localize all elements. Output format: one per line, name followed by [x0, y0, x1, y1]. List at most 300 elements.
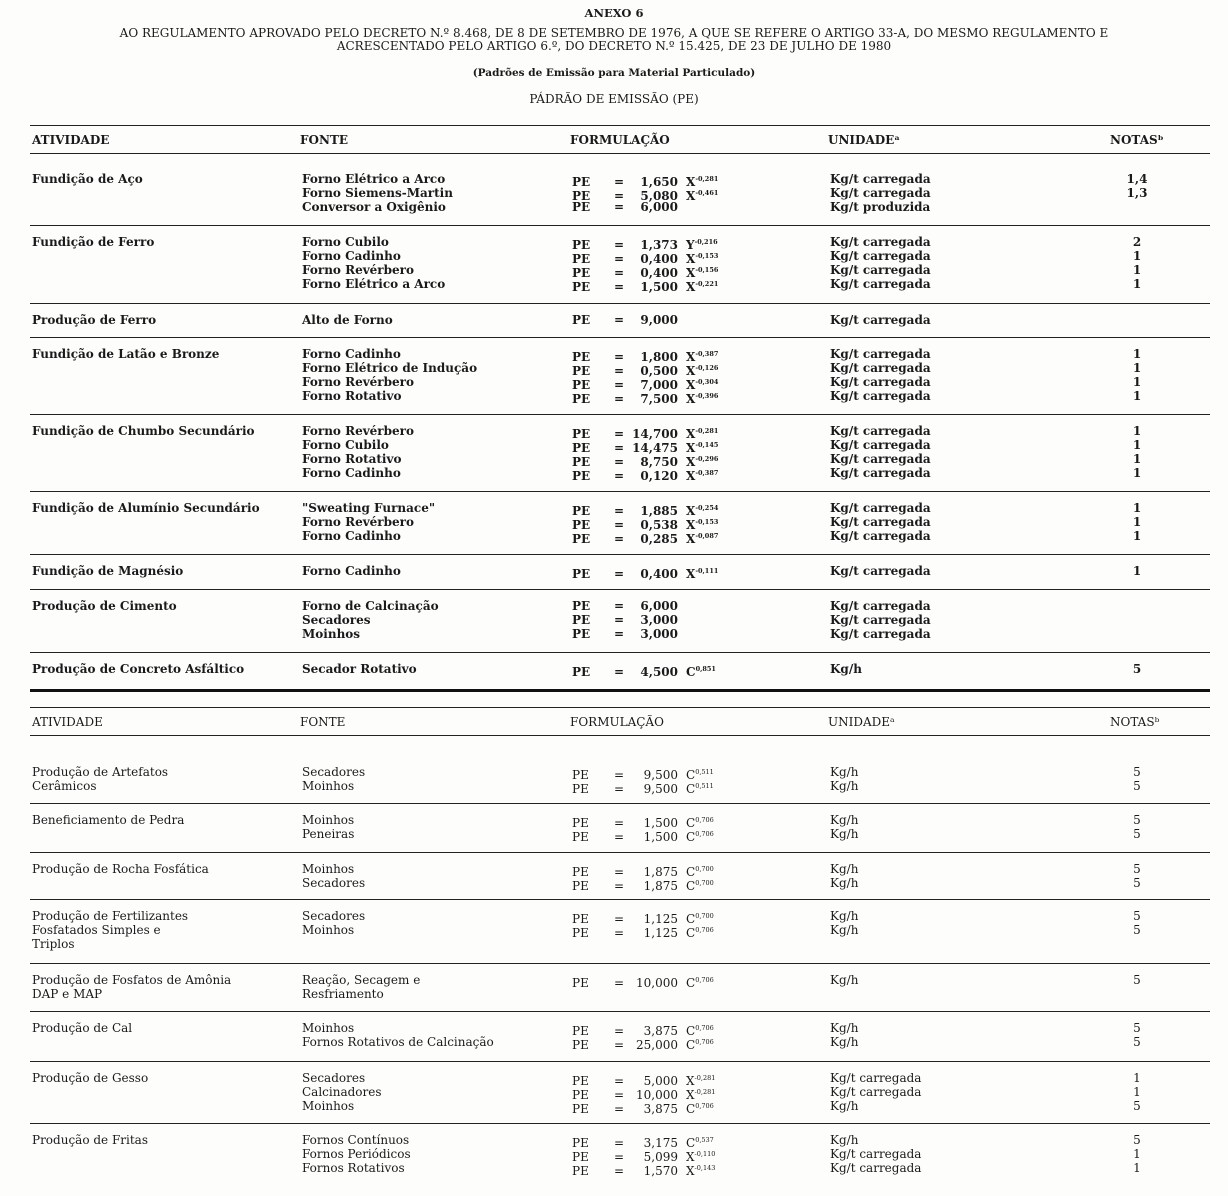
unit-column [830, 1021, 858, 1049]
activity-line: Produção de Rocha Fosfática [32, 862, 209, 876]
variable: C [686, 879, 696, 893]
column-header-notas: NOTASᵇ [1110, 715, 1160, 729]
notes-cell: 1 [1132, 263, 1142, 277]
variable: C [686, 1038, 696, 1052]
unit-column [830, 862, 858, 890]
exponent: 0,706 [695, 976, 714, 984]
pe-value: 8,750 [640, 455, 678, 469]
unit-column [830, 599, 931, 641]
exponent: 0,706 [695, 1038, 714, 1046]
equals-sign: = [613, 518, 625, 532]
exponent: -0,111 [695, 567, 719, 575]
exponent: -0,126 [695, 364, 719, 372]
equals-sign: = [613, 1088, 625, 1102]
notes-cell [1122, 627, 1152, 641]
exponent: 0,700 [695, 865, 714, 873]
pe-label: PE [572, 200, 591, 214]
source-cell: Forno Revérbero [302, 263, 414, 277]
activity-label [32, 909, 188, 951]
variable: X [686, 1074, 695, 1088]
exponent: 0,706 [695, 926, 714, 934]
activity-label [32, 1071, 148, 1085]
pe-value: 1,500 [643, 816, 678, 830]
formula-cell [572, 375, 719, 392]
exponent: 0,537 [695, 1136, 714, 1144]
unit-cell: Kg/h [830, 909, 859, 923]
formula-cell [572, 765, 714, 782]
unit-column [830, 662, 862, 676]
equals-sign: = [613, 175, 625, 189]
variable: C [686, 782, 696, 796]
formula-cell [572, 466, 719, 483]
formula-cell [572, 424, 719, 441]
unit-cell: Kg/h [830, 779, 859, 793]
group-divider [30, 554, 1210, 555]
equals-sign: = [613, 313, 625, 327]
group-divider [30, 1011, 1210, 1012]
formula-cell [572, 876, 714, 893]
notes-cell: 5 [1133, 1133, 1141, 1147]
exponent: 0,706 [695, 830, 714, 838]
equals-sign: = [613, 252, 625, 266]
unit-cell: Kg/t carregada [830, 438, 931, 452]
pe-label: PE [572, 532, 591, 546]
notes-cell: 1 [1132, 347, 1142, 361]
activity-line: DAP e MAP [32, 987, 103, 1001]
formula-cell [572, 515, 719, 532]
column-header-formulacao: FORMULAÇÃO [570, 715, 664, 729]
pe-value: 7,000 [640, 378, 678, 392]
exponent: -0,153 [695, 518, 719, 526]
pe-value: 3,875 [643, 1102, 678, 1116]
formula-column [572, 313, 686, 327]
unit-cell: Kg/h [830, 923, 859, 937]
pe-label: PE [572, 392, 591, 406]
formula-cell [572, 313, 686, 327]
exponent: -0,087 [695, 532, 719, 540]
activity-line: Produção de Gesso [32, 1071, 149, 1085]
pe-label: PE [572, 350, 591, 364]
activity-line: Fundição de Ferro [32, 235, 155, 249]
formula-column [572, 424, 719, 483]
pe-label: PE [572, 189, 591, 203]
pe-value: 4,500 [640, 665, 678, 679]
group-divider [30, 852, 1210, 853]
exponent: -0,216 [694, 238, 718, 246]
source-column [302, 347, 477, 403]
notes-column [1122, 1071, 1152, 1113]
exponent: -0,221 [695, 280, 719, 288]
pe-value: 7,500 [640, 392, 678, 406]
equals-sign: = [613, 1074, 625, 1088]
activity-label [32, 862, 209, 876]
source-cell: Forno Siemens-Martin [302, 186, 453, 200]
formula-cell [572, 501, 719, 518]
pe-label: PE [572, 1074, 589, 1088]
activity-label [32, 1021, 132, 1035]
notes-column [1122, 313, 1152, 327]
notes-column [1122, 172, 1152, 214]
notes-cell: 1 [1133, 1071, 1141, 1085]
notes-cell: 1 [1132, 452, 1142, 466]
formula-cell [572, 1035, 714, 1052]
unit-column [830, 1071, 921, 1113]
group-divider [30, 1123, 1210, 1124]
equals-sign: = [613, 1150, 625, 1164]
unit-cell [830, 987, 858, 1001]
exponent: 0,511 [695, 768, 714, 776]
activity-line: Triplos [32, 937, 75, 951]
source-cell: Forno de Calcinação [302, 599, 439, 613]
activity-label [32, 424, 255, 438]
group-divider [30, 303, 1210, 304]
variable: X [686, 504, 696, 518]
pe-label: PE [572, 252, 591, 266]
pe-label: PE [572, 1024, 589, 1038]
variable: C [686, 768, 696, 782]
unit-cell: Kg/t carregada [830, 361, 931, 375]
exponent: -0,281 [695, 427, 719, 435]
source-cell: Secadores [302, 1071, 366, 1085]
variable: X [686, 567, 696, 581]
notes-cell: 5 [1133, 1099, 1141, 1113]
formula-cell [572, 627, 686, 641]
formula-column [572, 347, 719, 406]
group-divider [30, 652, 1210, 653]
source-cell: Conversor a Oxigênio [302, 200, 446, 214]
formula-column [572, 973, 714, 1001]
source-cell: Peneiras [302, 827, 355, 841]
source-column [302, 501, 435, 543]
notes-cell: 1 [1133, 1085, 1141, 1099]
notes-column [1122, 599, 1152, 641]
unit-cell: Kg/t carregada [830, 501, 931, 515]
source-column [302, 909, 365, 937]
unit-cell: Kg/h [830, 827, 859, 841]
activity-line: Fundição de Latão e Bronze [32, 347, 220, 361]
formula-column [572, 813, 714, 844]
formula-cell [572, 529, 719, 546]
exponent: 0,511 [695, 782, 714, 790]
unit-cell: Kg/h [830, 813, 859, 827]
pe-value: 3,000 [640, 627, 678, 641]
activity-label [32, 172, 143, 186]
pe-value: 5,000 [643, 1074, 678, 1088]
notes-column [1122, 1133, 1152, 1175]
pe-label: PE [572, 816, 589, 830]
pe-label: PE [572, 613, 591, 627]
variable: X [686, 280, 696, 294]
header-rule-bottom [30, 153, 1210, 154]
source-column [302, 564, 401, 578]
column-header-atividade: ATIVIDADE [32, 133, 110, 147]
source-column [302, 599, 439, 641]
source-cell: Moinhos [302, 627, 361, 641]
pe-value: 1,570 [643, 1164, 678, 1178]
pe-label: PE [572, 912, 589, 926]
pe-value: 0,538 [640, 518, 678, 532]
exponent: -0,143 [694, 1164, 716, 1172]
formula-cell [572, 200, 718, 214]
equals-sign: = [613, 926, 625, 940]
pe-label: PE [572, 665, 591, 679]
source-cell: Forno Elétrico de Indução [302, 361, 478, 375]
activity-label [32, 347, 219, 361]
source-cell: Secador Rotativo [302, 662, 417, 676]
activity-line: Fosfatados Simples e [32, 923, 161, 937]
variable: X [686, 1150, 695, 1164]
source-cell: Moinhos [302, 923, 355, 937]
column-header-fonte: FONTE [300, 715, 346, 729]
notes-column [1122, 564, 1152, 578]
pe-value: 9,500 [643, 768, 678, 782]
pe-value: 1,800 [640, 350, 678, 364]
notes-column [1122, 1021, 1152, 1049]
exponent: 0,706 [695, 816, 714, 824]
pe-label: PE [572, 567, 591, 581]
exponent: -0,304 [695, 378, 719, 386]
pe-label: PE [572, 879, 589, 893]
variable: C [686, 1136, 696, 1150]
activity-label [32, 599, 177, 613]
activity-line: Fundição de Magnésio [32, 564, 184, 578]
column-header-formulacao: FORMULAÇÃO [570, 133, 670, 147]
exponent: -0,281 [695, 175, 719, 183]
pe-value: 25,000 [636, 1038, 678, 1052]
pe-label: PE [572, 441, 591, 455]
formula-cell [572, 347, 719, 364]
formula-cell [572, 1021, 714, 1038]
formula-cell [572, 1133, 715, 1150]
equals-sign: = [613, 189, 625, 203]
variable: X [686, 189, 696, 203]
pe-value: 9,000 [640, 313, 678, 327]
notes-cell: 5 [1132, 662, 1142, 676]
formula-column [572, 1021, 714, 1052]
formula-cell [572, 909, 714, 926]
pe-value: 1,875 [643, 865, 678, 879]
source-cell: Secadores [302, 909, 366, 923]
group-divider [30, 414, 1210, 415]
pe-label: PE [572, 1038, 589, 1052]
pe-label: PE [572, 830, 589, 844]
equals-sign: = [613, 455, 625, 469]
notes-cell: 1 [1133, 1147, 1141, 1161]
activity-line: Produção de Fritas [32, 1133, 148, 1147]
equals-sign: = [613, 532, 625, 546]
notes-cell: 5 [1133, 1035, 1141, 1049]
source-cell: Fornos Rotativos de Calcinação [302, 1035, 494, 1049]
activity-label [32, 313, 156, 327]
source-column [302, 662, 417, 676]
formula-column [572, 662, 716, 679]
unit-column [830, 424, 931, 480]
source-column [302, 813, 354, 841]
activity-line: Produção de Ferro [32, 313, 157, 327]
equals-sign: = [613, 1102, 625, 1116]
source-cell: Moinhos [302, 1021, 355, 1035]
equals-sign: = [613, 441, 625, 455]
unit-cell: Kg/h [830, 973, 859, 987]
equals-sign: = [613, 567, 625, 581]
pe-value: 3,000 [640, 613, 678, 627]
unit-cell: Kg/t carregada [830, 186, 931, 200]
activity-label [32, 235, 154, 249]
source-cell: Forno Cubilo [302, 235, 389, 249]
pe-value: 6,000 [640, 200, 678, 214]
variable: C [686, 912, 696, 926]
equals-sign: = [613, 830, 625, 844]
unit-column [830, 765, 858, 793]
activity-line: Beneficiamento de Pedra [32, 813, 185, 827]
source-cell: Fornos Contínuos [302, 1133, 410, 1147]
source-cell: Forno Cubilo [302, 438, 389, 452]
activity-label [32, 564, 183, 578]
pe-label: PE [572, 1136, 589, 1150]
formula-cell [572, 973, 714, 990]
pe-label: PE [572, 782, 589, 796]
pe-label: PE [572, 865, 589, 879]
notes-cell: 5 [1133, 973, 1141, 987]
pe-value: 3,875 [643, 1024, 678, 1038]
notes-cell: 1 [1132, 424, 1142, 438]
pe-label: PE [572, 504, 591, 518]
formula-cell [572, 779, 714, 796]
exponent: -0,145 [695, 441, 719, 449]
group-divider [30, 225, 1210, 226]
notes-cell: 1 [1132, 515, 1142, 529]
variable: X [686, 1164, 695, 1178]
pe-label: PE [572, 266, 591, 280]
pe-value: 0,120 [640, 469, 678, 483]
notes-column [1122, 235, 1152, 291]
pe-value: 1,500 [640, 280, 678, 294]
subtitle: (Padrões de Emissão para Material Particulado) [472, 67, 756, 79]
source-column [302, 862, 365, 890]
source-cell: Secadores [302, 765, 366, 779]
formula-column [572, 599, 686, 641]
group-divider [30, 963, 1210, 964]
unit-cell: Kg/h [830, 765, 859, 779]
exponent: -0,254 [695, 504, 719, 512]
exponent: -0,396 [695, 392, 719, 400]
activity-line: Produção de Cimento [32, 599, 177, 613]
unit-cell: Kg/t carregada [830, 1147, 922, 1161]
equals-sign: = [613, 378, 625, 392]
unit-cell: Kg/h [830, 1035, 859, 1049]
pe-label: PE [572, 378, 591, 392]
exponent: 0,851 [695, 665, 716, 673]
source-cell: Forno Rotativo [302, 389, 402, 403]
unit-cell: Kg/t carregada [830, 172, 931, 186]
activity-label [32, 1133, 148, 1147]
pe-value: 0,500 [640, 364, 678, 378]
source-column [302, 313, 393, 327]
notes-cell: 1 [1132, 361, 1142, 375]
source-cell: Moinhos [302, 813, 355, 827]
variable: Y [686, 238, 695, 252]
unit-cell: Kg/t carregada [830, 1161, 922, 1175]
formula-cell [572, 249, 719, 266]
exponent: -0,461 [695, 189, 719, 197]
equals-sign: = [613, 364, 625, 378]
variable: X [686, 266, 696, 280]
source-cell: Forno Cadinho [302, 466, 401, 480]
unit-cell: Kg/t carregada [830, 452, 931, 466]
formula-cell [572, 662, 716, 679]
pe-value: 1,650 [640, 175, 678, 189]
exponent: 0,700 [695, 879, 714, 887]
activity-line: Cerâmicos [32, 779, 97, 793]
formula-column [572, 172, 718, 214]
pe-label: PE [572, 469, 591, 483]
source-cell: "Sweating Furnace" [302, 501, 436, 515]
source-cell: Forno Elétrico a Arco [302, 172, 446, 186]
notes-cell: 1,3 [1126, 186, 1148, 200]
formula-cell [572, 923, 714, 940]
variable: X [686, 364, 696, 378]
source-cell: Forno Elétrico a Arco [302, 277, 446, 291]
variable: X [686, 378, 696, 392]
source-cell: Moinhos [302, 862, 355, 876]
pe-value: 0,400 [640, 567, 678, 581]
formula-column [572, 564, 719, 581]
pe-value: 10,000 [636, 976, 678, 990]
variable: X [686, 455, 696, 469]
equals-sign: = [613, 1038, 625, 1052]
activity-label [32, 501, 260, 515]
formula-cell [572, 813, 714, 830]
group-divider [30, 337, 1210, 338]
source-cell: Forno Revérbero [302, 375, 414, 389]
group-divider [30, 803, 1210, 804]
equals-sign: = [613, 200, 625, 214]
variable: C [686, 865, 696, 879]
formula-column [572, 235, 719, 294]
equals-sign: = [613, 350, 625, 364]
formula-column [572, 765, 714, 796]
header-rule-top [30, 125, 1210, 126]
pe-value: 5,099 [643, 1150, 678, 1164]
unit-cell: Kg/t carregada [830, 529, 931, 543]
variable: C [686, 1102, 696, 1116]
source-column [302, 235, 445, 291]
pe-value: 1,125 [643, 926, 678, 940]
source-cell: Moinhos [302, 779, 355, 793]
source-cell: Calcinadores [302, 1085, 382, 1099]
pe-value: 5,080 [640, 189, 678, 203]
notes-cell: 5 [1133, 779, 1141, 793]
equals-sign: = [613, 427, 625, 441]
header-rule-top [30, 707, 1210, 708]
unit-cell: Kg/h [830, 1099, 859, 1113]
unit-cell: Kg/t carregada [830, 313, 931, 327]
notes-cell [1122, 599, 1152, 613]
unit-cell: Kg/t carregada [830, 249, 931, 263]
variable: C [686, 816, 696, 830]
notes-cell: 5 [1133, 765, 1141, 779]
equals-sign: = [613, 469, 625, 483]
notes-cell: 1 [1132, 375, 1142, 389]
unit-cell: Kg/t carregada [830, 515, 931, 529]
unit-cell: Kg/t carregada [830, 564, 931, 578]
equals-sign: = [613, 1024, 625, 1038]
pe-value: 0,400 [640, 252, 678, 266]
activity-line: Fundição de Aço [32, 172, 143, 186]
formula-column [572, 1133, 716, 1178]
notes-cell: 1 [1132, 389, 1142, 403]
pe-value: 0,285 [640, 532, 678, 546]
